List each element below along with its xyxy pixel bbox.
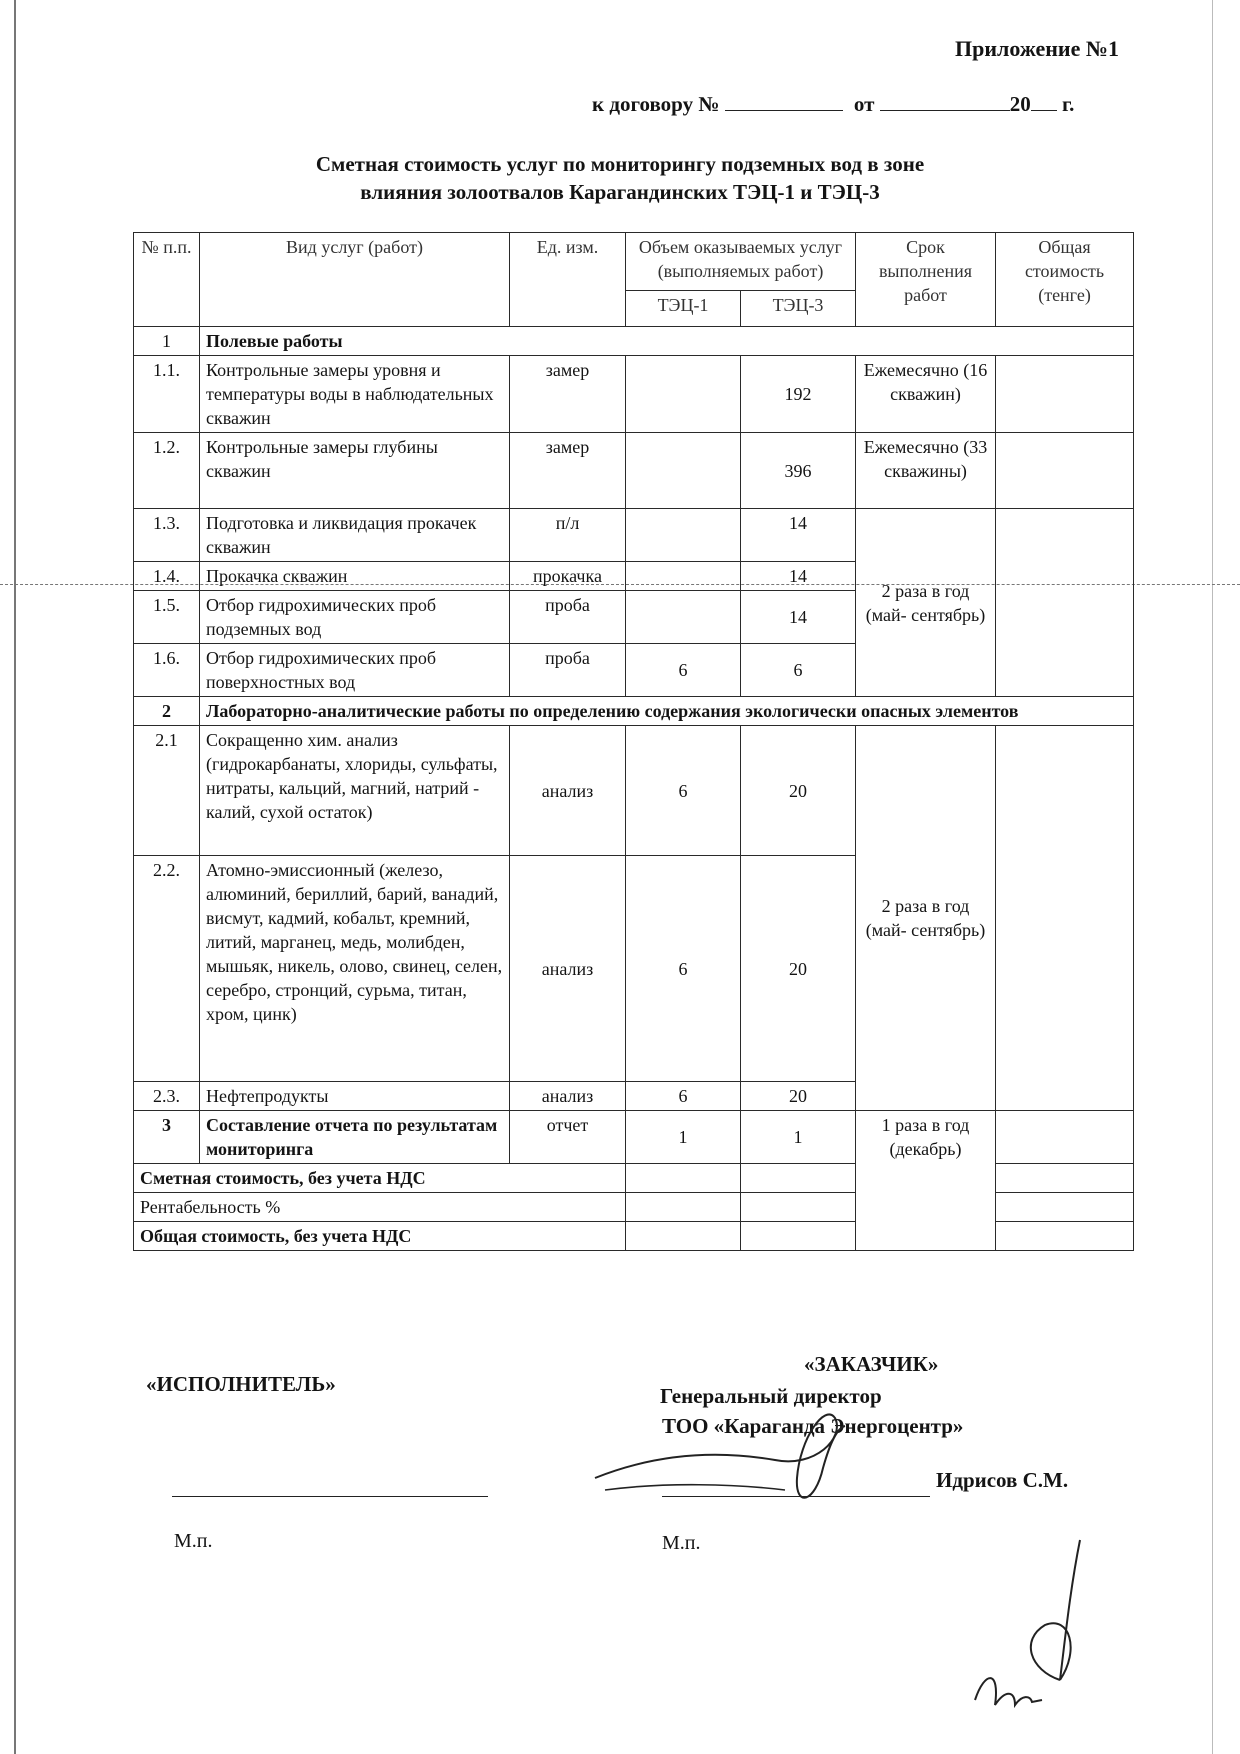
row-term: 1 раза в год (декабрь) bbox=[856, 1111, 996, 1251]
row-tec1 bbox=[626, 509, 741, 562]
footer-total-label: Общая стоимость, без учета НДС bbox=[134, 1222, 626, 1251]
row-tec3: 6 bbox=[741, 644, 856, 697]
header-volume: Объем оказываемых услуг (выполняемых работ) bbox=[626, 233, 856, 291]
title-line-2: влияния золоотвалов Карагандинских ТЭЦ-1 и ТЭЦ-3 bbox=[360, 180, 880, 204]
row-tec3: 20 bbox=[741, 856, 856, 1082]
term-laboratory: 2 раза в год (май- сентябрь) bbox=[856, 726, 996, 1111]
customer-name: Идрисов С.М. bbox=[936, 1468, 1069, 1492]
header-service: Вид услуг (работ) bbox=[200, 233, 510, 327]
customer-signature bbox=[585, 1398, 925, 1538]
row-unit: замер bbox=[510, 433, 626, 509]
row-unit: замер bbox=[510, 356, 626, 433]
row-service: Сокращенно хим. анализ (гидрокарбанаты, хлориды, сульфаты, нитраты, кальций, магний, натрий - калий, сухой остаток) bbox=[200, 726, 510, 856]
row-service: Нефтепродукты bbox=[200, 1082, 510, 1111]
title-line-1: Сметная стоимость услуг по мониторингу подземных вод в зоне bbox=[315, 152, 925, 176]
row-cost bbox=[996, 433, 1134, 509]
row-tec3: 20 bbox=[741, 1082, 856, 1111]
row-num: 2.1 bbox=[134, 726, 200, 856]
header-cost: Общая стоимость (тенге) bbox=[996, 233, 1134, 327]
footer-estimate-tec1 bbox=[626, 1164, 741, 1193]
row-unit: проба bbox=[510, 644, 626, 697]
row-num: 2.3. bbox=[134, 1082, 200, 1111]
header-term: Срок выполнения работ bbox=[856, 233, 996, 327]
section-row bbox=[134, 697, 1134, 726]
row-service: Подготовка и ликвидация прокачек скважин bbox=[200, 509, 510, 562]
row-unit: прокачка bbox=[510, 562, 626, 591]
contract-date-blank bbox=[880, 92, 1010, 111]
initials-signature bbox=[960, 1530, 1110, 1730]
scan-edge bbox=[14, 0, 16, 1754]
row-service: Составление отчета по результатам мониторинга bbox=[200, 1111, 510, 1164]
table-header-row bbox=[134, 233, 1134, 291]
row-tec3: 14 bbox=[741, 509, 856, 562]
row-tec3: 14 bbox=[741, 562, 856, 591]
contract-prefix: к договору № bbox=[592, 92, 720, 116]
row-cost bbox=[996, 509, 1134, 697]
row-tec1 bbox=[626, 591, 741, 644]
contract-year: 20 bbox=[1009, 92, 1031, 116]
row-unit: анализ bbox=[510, 1082, 626, 1111]
annex-label: Приложение №1 bbox=[955, 36, 1119, 61]
row-service: Отбор гидрохимических проб поверхностных вод bbox=[200, 644, 510, 697]
row-unit: проба bbox=[510, 591, 626, 644]
table-row bbox=[134, 726, 1134, 856]
row-unit: анализ bbox=[510, 856, 626, 1082]
row-cost bbox=[996, 356, 1134, 433]
row-term: Ежемесячно (33 скважины) bbox=[856, 433, 996, 509]
row-tec1: 6 bbox=[626, 726, 741, 856]
footer-estimate-tec3 bbox=[741, 1164, 856, 1193]
row-tec1: 6 bbox=[626, 1082, 741, 1111]
document-title bbox=[200, 150, 1040, 206]
footer-total-tec1 bbox=[626, 1222, 741, 1251]
executor-label: «ИСПОЛНИТЕЛЬ» bbox=[146, 1372, 336, 1396]
stamp-place-right: М.п. bbox=[662, 1532, 701, 1554]
customer-label: «ЗАКАЗЧИК» bbox=[804, 1352, 939, 1376]
term-fieldwork: 2 раза в год (май- сентябрь) bbox=[856, 509, 996, 697]
estimate-table bbox=[133, 232, 1134, 1251]
section-1-num: 1 bbox=[134, 327, 200, 356]
section-2-title: Лабораторно-аналитические работы по определению содержания экологически опасных элементов bbox=[200, 697, 1134, 726]
footer-estimate-value bbox=[996, 1164, 1134, 1193]
row-tec3: 14 bbox=[741, 591, 856, 644]
executor-signature-line bbox=[172, 1496, 488, 1497]
row-num: 1.2. bbox=[134, 433, 200, 509]
footer-total-value bbox=[996, 1222, 1134, 1251]
row-tec3: 396 bbox=[741, 433, 856, 509]
row-tec3: 20 bbox=[741, 726, 856, 856]
section-1-title: Полевые работы bbox=[200, 327, 1134, 356]
customer-org: ТОО «Караганда Энергоцентр» bbox=[662, 1414, 964, 1438]
row-num: 1.1. bbox=[134, 356, 200, 433]
row-unit: п/л bbox=[510, 509, 626, 562]
row-num: 1.6. bbox=[134, 644, 200, 697]
header-num: № п.п. bbox=[134, 233, 200, 327]
row-tec1: 1 bbox=[626, 1111, 741, 1164]
contract-year-blank bbox=[1031, 92, 1057, 111]
row-service: Контрольные замеры уровня и температуры воды в наблюдательных скважин bbox=[200, 356, 510, 433]
row-service: Атомно-эмиссионный (железо, алюминий, бериллий, барий, ванадий, висмут, кадмий, кобальт, кремний, литий, марганец, медь, молибден, мышьяк, никель, олово, свинец, селен, серебро, стронций, сурьма, титан, хром, цинк) bbox=[200, 856, 510, 1082]
scan-edge-right bbox=[1212, 0, 1213, 1754]
row-tec1 bbox=[626, 433, 741, 509]
row-term: Ежемесячно (16 скважин) bbox=[856, 356, 996, 433]
contract-number-blank bbox=[725, 92, 843, 111]
header-tec3: ТЭЦ-3 bbox=[741, 291, 856, 327]
row-unit: анализ bbox=[510, 726, 626, 856]
row-service: Отбор гидрохимических проб подземных вод bbox=[200, 591, 510, 644]
row-service: Контрольные замеры глубины скважин bbox=[200, 433, 510, 509]
row-num: 3 bbox=[134, 1111, 200, 1164]
section-2-num: 2 bbox=[134, 697, 200, 726]
customer-role: Генеральный директор bbox=[660, 1384, 882, 1408]
footer-profit-tec1 bbox=[626, 1193, 741, 1222]
header-tec1: ТЭЦ-1 bbox=[626, 291, 741, 327]
contract-from: от bbox=[853, 92, 875, 116]
row-cost bbox=[996, 726, 1134, 1111]
row-tec1: 6 bbox=[626, 644, 741, 697]
section-row bbox=[134, 327, 1134, 356]
row-unit: отчет bbox=[510, 1111, 626, 1164]
row-num: 1.5. bbox=[134, 591, 200, 644]
header-unit: Ед. изм. bbox=[510, 233, 626, 327]
table-row bbox=[134, 356, 1134, 433]
row-num: 1.4. bbox=[134, 562, 200, 591]
row-tec1 bbox=[626, 562, 741, 591]
table-row bbox=[134, 509, 1134, 562]
footer-profit-value bbox=[996, 1193, 1134, 1222]
row-cost bbox=[996, 1111, 1134, 1164]
contract-suffix: г. bbox=[1061, 92, 1075, 116]
table-row bbox=[134, 433, 1134, 509]
table-row bbox=[134, 1111, 1134, 1164]
stamp-place-left: М.п. bbox=[174, 1530, 213, 1552]
row-tec1: 6 bbox=[626, 856, 741, 1082]
row-service: Прокачка скважин bbox=[200, 562, 510, 591]
row-num: 2.2. bbox=[134, 856, 200, 1082]
footer-total-tec3 bbox=[741, 1222, 856, 1251]
row-num: 1.3. bbox=[134, 509, 200, 562]
footer-estimate-label: Сметная стоимость, без учета НДС bbox=[134, 1164, 626, 1193]
row-tec1 bbox=[626, 356, 741, 433]
contract-reference bbox=[592, 92, 1074, 117]
footer-profit-label: Рентабельность % bbox=[134, 1193, 626, 1222]
footer-profit-tec3 bbox=[741, 1193, 856, 1222]
row-tec3: 192 bbox=[741, 356, 856, 433]
row-tec3: 1 bbox=[741, 1111, 856, 1164]
